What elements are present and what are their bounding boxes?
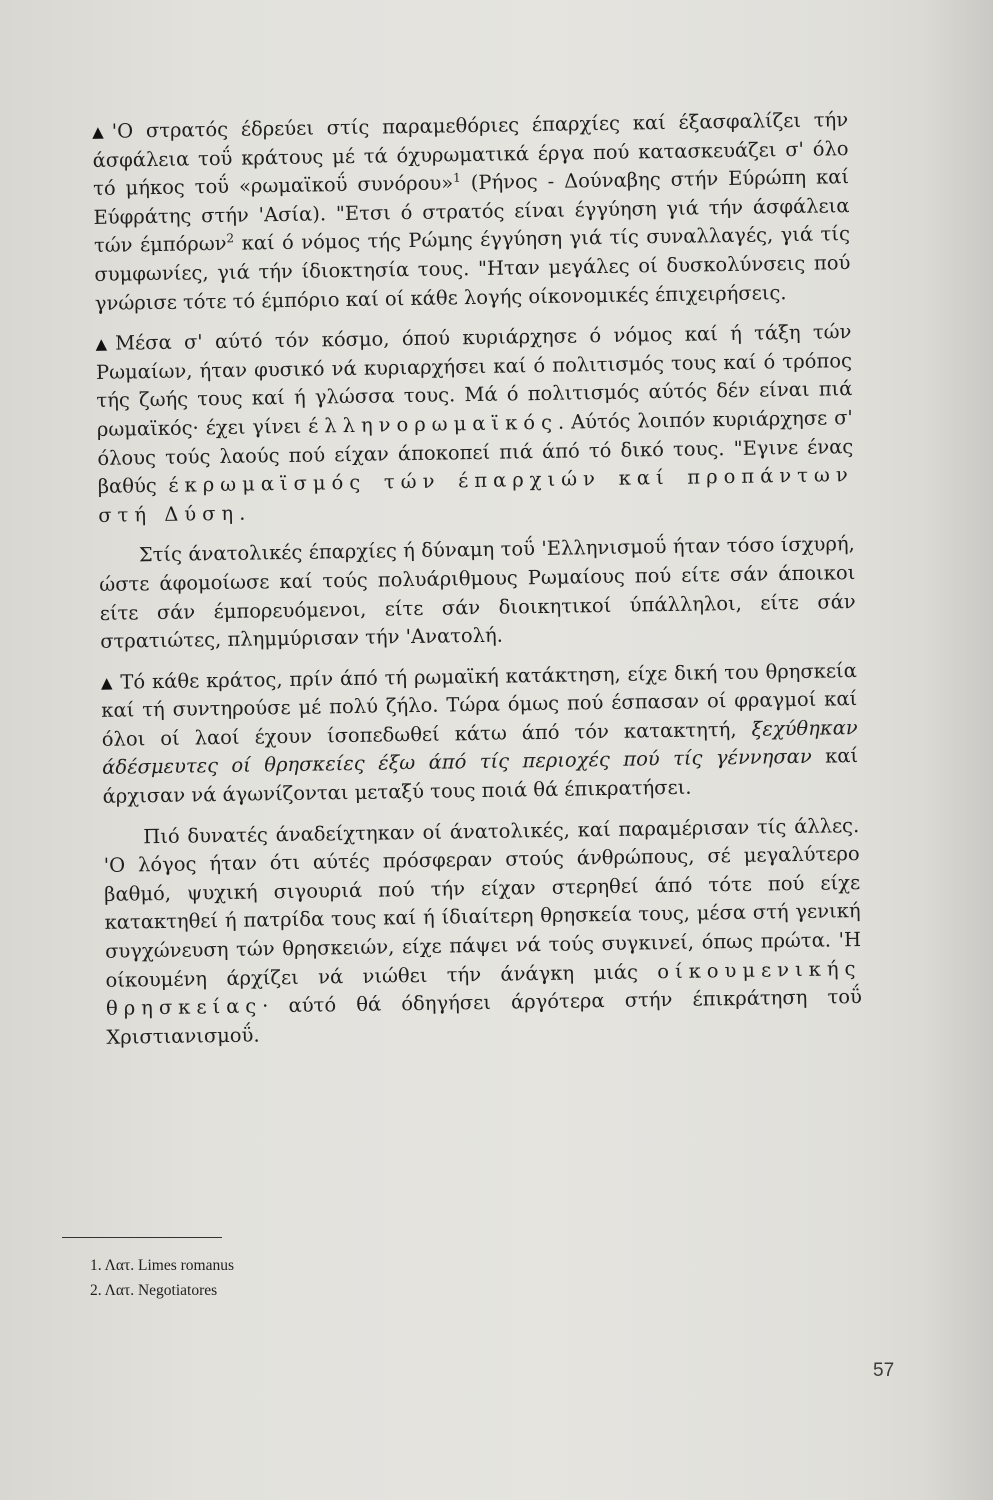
text-run: Στίς άνατολικές έπαρχίες ή δύναμη τοΰ 'Ελληνισμοΰ ήταν τόσο ίσχυρή, ώστε άφομοίωσε καί τούς πολυάριθμους Ρωμαίους πού είτε σάν άποικοι είτε σάν έμπορευόμενοι, είτε σάν διοικητικοί ύπάλληλοι, είτε σάν στρατιώτες, πλημμύρισαν τήν 'Ανατολή. <box>99 532 856 654</box>
footnote-ref: 2 <box>226 231 235 246</box>
emphasized-text: οίκουμενικής θρησκείας <box>105 956 862 1021</box>
text-run: . Αύτός λοιπόν κυριάρχησε σ' όλους τούς λαούς πού είχαν άποκοπεί πιά άπό τό δικό τους. "Εγινε ένας βαθύς <box>97 406 854 499</box>
text-run: (Ρήνος - Δούναβης στήν Εύρώπη καί Εύφράτης στήν 'Ασία). "Ετσι ό στρατός είναι έγγύηση γιά τήν άσφάλεια τών έμπόρων <box>93 165 850 258</box>
text-run: Πιό δυνατές άναδείχτηκαν οί άνατολικές, καί παραμέρισαν τίς άλλες. 'Ο λόγος ήταν ότι αύτές πρόσφεραν στούς άνθρώπους, σέ μεγαλύτερο βαθμό, ψυχική σιγουριά πού τήν είχαν στερηθεί άπό τότε πού είχε κατακτηθεί ή πατρίδα τους καί ή ίδιαίτερη θρησκεία τους, μέσα στή γενική συγχώνευση τών θρησκειών, είχε πάψει νά τούς συγκινεί, όπως πρώτα. 'Η οίκουμένη άρχίζει νά νιώθει τήν άνάγκη μιάς <box>103 813 862 992</box>
text-run: καί άρχισαν νά άγωνίζονται μεταξύ τους ποιά θά έπικρατήσει. <box>102 744 859 808</box>
text-run: Μέσα σ' αύτό τόν κόσμο, όπού κυριάρχησε ό νόμος καί ή τάξη τών Ρωμαίων, ήταν φυσικό νά κυριαρχήσει καί ό πολιτισμός τους καί ό τρόπος τής ζωής τους καί ή γλώσσα τους. Μά ό πολιτισμός αύτός δέν είναι πιά ρωμαϊκός· έχει γίνει <box>95 320 853 441</box>
footnote-ref: 1 <box>453 170 461 186</box>
footnote-1: 1. Λατ. Limes romanus <box>90 1257 234 1274</box>
main-text <box>92 106 863 1064</box>
italic-text: ξεχύθηκαν άδέσμευτες οί θρησκείες έξω άπό τίς περιοχές πού τίς γέννησαν <box>102 715 858 780</box>
footnotes <box>90 1253 234 1303</box>
text-run: καί ό νόμος τής Ρώμης έγγύηση γιά τίς συναλλαγές, γιά τίς συμφωνίες, γιά τήν ίδιοκτησία τους. "Ηταν μεγάλες οί δυσκολύνσεις πού γνώρισε τότε τό έμπόριο καί οί κάθε λογής οίκονομικές έπιχειρήσεις. <box>94 222 851 315</box>
paragraph <box>103 812 862 1053</box>
page-number: 57 <box>873 1360 895 1381</box>
paragraph <box>99 530 857 656</box>
emphasized-text: έλληνορωμαϊκός <box>307 410 559 438</box>
text-run: · αύτό θά όδηγήσει άργότερα στήν έπικράτηση τοΰ Χριστιανισμοΰ. <box>106 985 863 1049</box>
spine-shadow <box>923 0 993 1500</box>
paragraph <box>92 106 851 318</box>
footnote-2: 2. Λατ. Negotiatores <box>90 1282 218 1299</box>
triangle-marker-icon: ▲ <box>92 122 104 141</box>
triangle-marker-icon: ▲ <box>100 673 113 692</box>
triangle-marker-icon: ▲ <box>95 334 108 354</box>
emphasized-text: έκρωμαϊσμός τών έπαρχιών καί προπάντων στή Δύση <box>98 463 854 527</box>
paragraph <box>95 318 854 530</box>
text-run: . <box>238 501 246 525</box>
text-run: Τό κάθε κράτος, πρίν άπό τή ρωμαϊκή κατάκτηση, είχε δική του θρησκεία καί τή συντηρούσε μέ πολύ ζήλο. Τώρα όμως πού έσπασαν οί φραγμοί καί όλοι οί λαοί έχουν ίσοπεδωθεί κάτω άπό τόν κατακτητή, <box>101 658 858 751</box>
paragraph <box>101 657 859 812</box>
text-run: 'Ο στρατός έδρεύει στίς παραμεθόριες έπαρχίες καί έξασφαλίζει τήν άσφάλεια τοΰ κράτους μέ τά όχυρωματικά έργα πού κατασκευάζει σ' όλο τό μήκος τοΰ «ρωμαϊκοΰ συνόρου» <box>92 108 849 201</box>
footnote-rule <box>62 1237 222 1238</box>
